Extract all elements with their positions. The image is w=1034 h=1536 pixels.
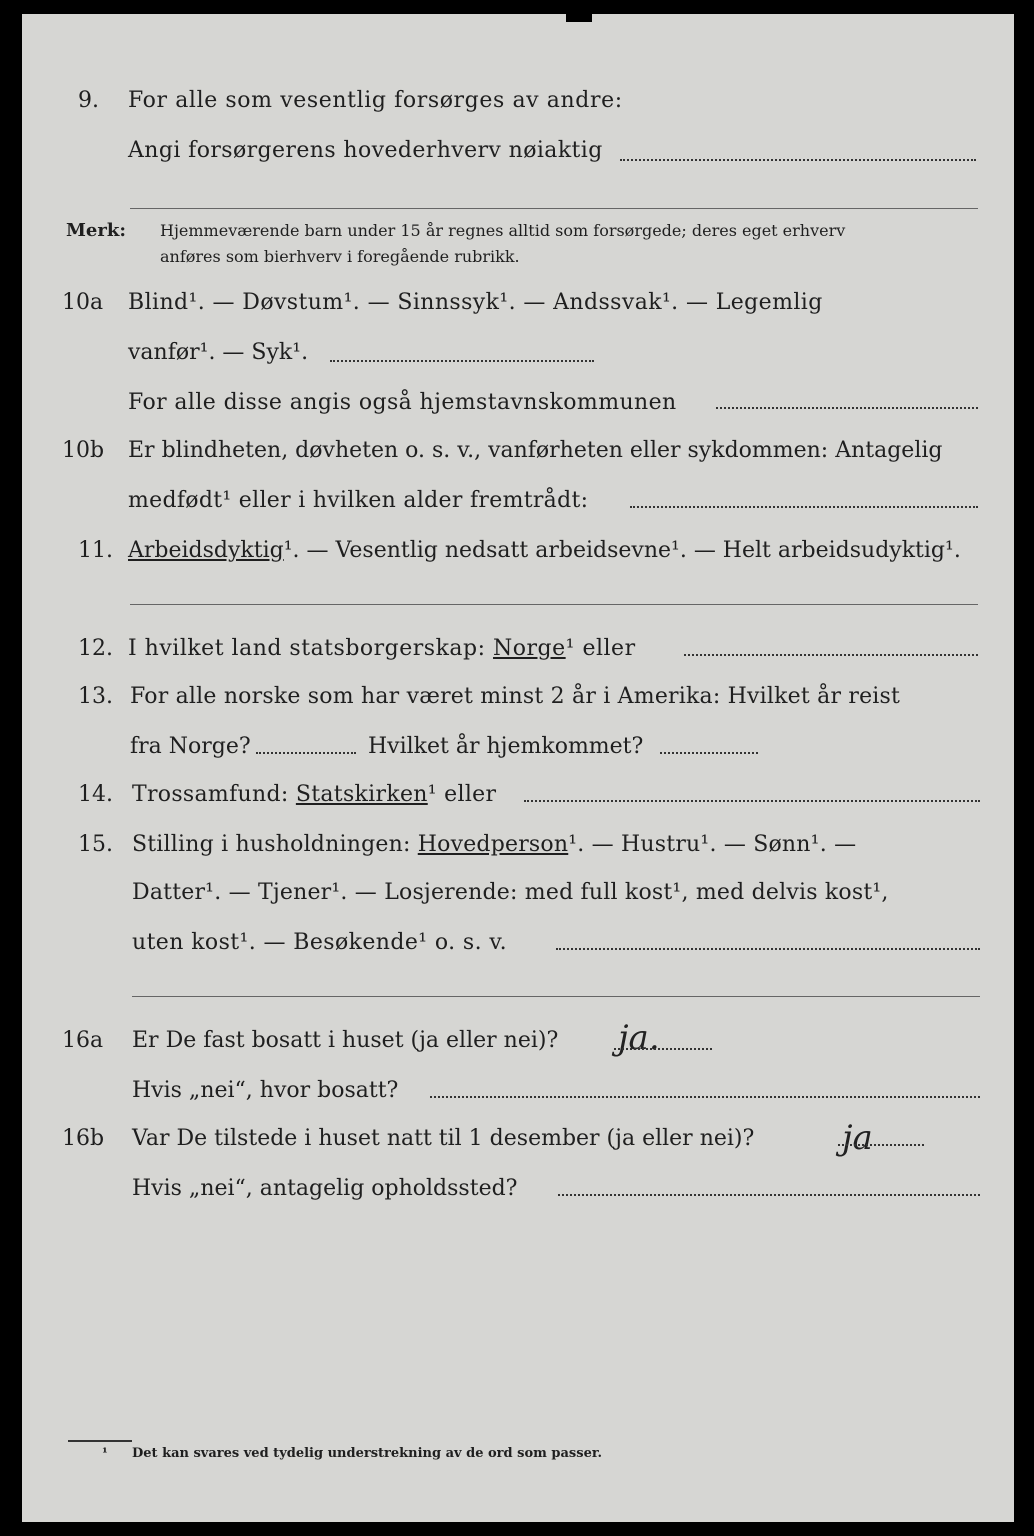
q14-selected-option[interactable]: Statskirken: [295, 782, 428, 807]
q10b-line2: medfødt¹ eller i hvilken alder fremtrådt:: [128, 488, 589, 513]
q11-line: Arbeidsdyktig¹. — Vesentlig nedsatt arbeidsevne¹. — Helt arbeidsudyktig¹.: [128, 538, 961, 563]
q10a-line1: Blind¹. — Døvstum¹. — Sinnssyk¹. — Andssvak¹. — Legemlig: [128, 290, 823, 315]
divider: [130, 604, 978, 605]
q15-line1: Stilling i husholdningen: Hovedperson¹. — Hustru¹. — Sønn¹. —: [132, 832, 857, 857]
q15-selected-option[interactable]: Hovedperson: [417, 832, 569, 857]
q10a-syk-field[interactable]: [330, 360, 594, 362]
q9-line1: For alle som vesentlig forsørges av andre:: [128, 88, 623, 113]
q14-number: 14.: [78, 782, 113, 807]
q15-number: 15.: [78, 832, 113, 857]
divider: [130, 208, 978, 209]
q15-field[interactable]: [556, 948, 980, 950]
q16b-line2: Hvis „nei“, antagelig opholdssted?: [132, 1176, 518, 1201]
q13-reist-field[interactable]: [256, 752, 356, 754]
q13-line2a: fra Norge?: [130, 734, 251, 759]
q16b-field[interactable]: [838, 1144, 924, 1146]
merk-label: Merk:: [66, 220, 126, 241]
merk-text-2: anføres som bierhverv i foregående rubrikk.: [160, 247, 520, 266]
q12-land-field[interactable]: [684, 654, 978, 656]
q10b-number: 10b: [62, 438, 105, 463]
q11-selected-option[interactable]: Arbeidsdyktig: [128, 538, 284, 563]
q16b-handwritten-answer[interactable]: ja: [842, 1118, 873, 1158]
q16b-line1: Var De tilstede i huset natt til 1 desember (ja eller nei)?: [132, 1126, 755, 1151]
q14-line: Trossamfund: Statskirken¹ eller: [132, 782, 497, 807]
q16a-bosatt-field[interactable]: [430, 1096, 980, 1098]
q15-line3: uten kost¹. — Besøkende¹ o. s. v.: [132, 930, 507, 955]
binding-mark: [566, 14, 592, 22]
q12-selected-option[interactable]: Norge: [493, 636, 566, 661]
merk-text-1: Hjemmeværende barn under 15 år regnes alltid som forsørgede; deres eget erhverv: [160, 221, 846, 240]
q16a-field[interactable]: [614, 1048, 712, 1050]
footnote-rule: [68, 1440, 132, 1442]
q15-line2: Datter¹. — Tjener¹. — Losjerende: med full kost¹, med delvis kost¹,: [132, 880, 889, 905]
footnote-text: Det kan svares ved tydelig understrekning av de ord som passer.: [132, 1446, 603, 1461]
q11-number: 11.: [78, 538, 113, 563]
q10a-line2: vanfør¹. — Syk¹.: [128, 340, 309, 365]
q12-line: I hvilket land statsborgerskap: Norge¹ eller: [128, 636, 636, 661]
q13-line1: For alle norske som har været minst 2 år i Amerika: Hvilket år reist: [130, 684, 901, 709]
q12-number: 12.: [78, 636, 113, 661]
q10a-line3: For alle disse angis også hjemstavnskommunen: [128, 390, 677, 415]
q13-line2b: Hvilket år hjemkommet?: [368, 734, 644, 759]
q16b-number: 16b: [62, 1126, 105, 1151]
q16a-line1: Er De fast bosatt i huset (ja eller nei)?: [132, 1028, 559, 1053]
q13-number: 13.: [78, 684, 113, 709]
q16a-number: 16a: [62, 1028, 104, 1053]
q10a-number: 10a: [62, 290, 104, 315]
q13-hjemkommet-field[interactable]: [660, 752, 758, 754]
q9-line2: Angi forsørgerens hovederhverv nøiaktig: [128, 138, 603, 163]
q16b-opholdssted-field[interactable]: [558, 1194, 980, 1196]
q10b-alder-field[interactable]: [630, 506, 978, 508]
q10a-hjemstavn-field[interactable]: [716, 407, 978, 409]
footnote-mark: ¹: [102, 1446, 108, 1461]
divider: [132, 996, 980, 997]
q14-trossamfund-field[interactable]: [524, 800, 980, 802]
q10b-line1: Er blindheten, døvheten o. s. v., vanførheten eller sykdommen: Antagelig: [128, 438, 943, 463]
q9-answer-field[interactable]: [620, 159, 976, 161]
census-form-page: [22, 14, 1014, 1522]
q16a-handwritten-answer[interactable]: ja.: [618, 1018, 660, 1058]
q9-number: 9.: [78, 88, 99, 113]
q16a-line2: Hvis „nei“, hvor bosatt?: [132, 1078, 399, 1103]
